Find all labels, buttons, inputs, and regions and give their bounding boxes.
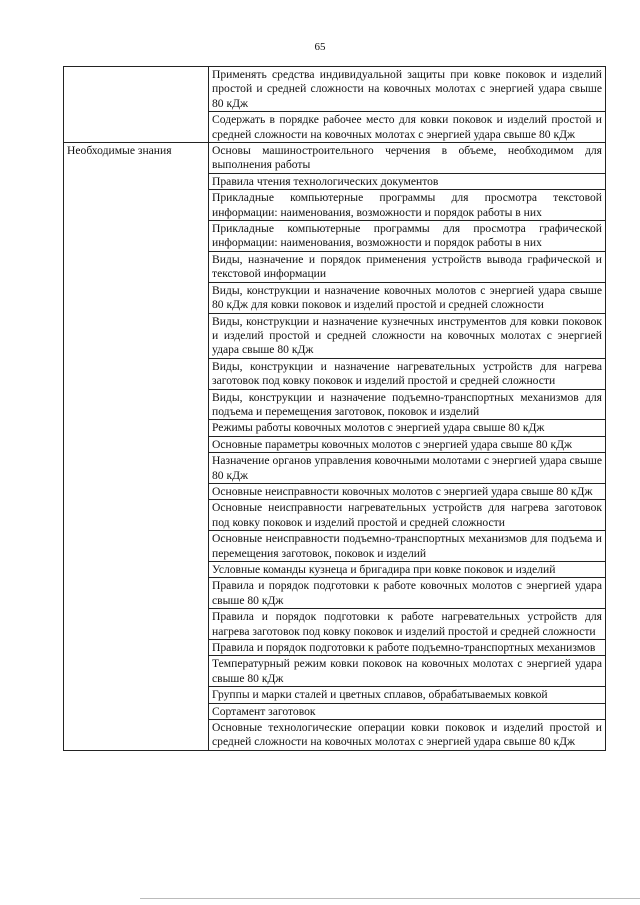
label-cell-empty <box>64 67 209 143</box>
knowledge-cell: Основные неисправности нагревательных устройств для нагрева заготовок под ковку поковок и изделий простой и средней сложности <box>209 500 606 531</box>
knowledge-cell: Виды, конструкции и назначение подъемно-транспортных механизмов для подъема и перемещения заготовок, поковок и изделий <box>209 389 606 420</box>
knowledge-cell: Правила и порядок подготовки к работе подъемно-транспортных механизмов <box>209 640 606 656</box>
knowledge-cell: Основные параметры ковочных молотов с энергией удара свыше 80 кДж <box>209 436 606 452</box>
knowledge-cell: Назначение органов управления ковочными молотами с энергией удара свыше 80 кДж <box>209 453 606 484</box>
knowledge-cell: Сортамент заготовок <box>209 703 606 719</box>
knowledge-cell: Основные неисправности ковочных молотов с энергией удара свыше 80 кДж <box>209 483 606 499</box>
knowledge-cell: Виды, конструкции и назначение ковочных молотов с энергией удара свыше 80 кДж для ковки поковок и изделий простой и средней сложности <box>209 282 606 313</box>
knowledge-cell: Основные технологические операции ковки поковок и изделий простой и средней сложности на ковочных молотах с энергией удара свыше 80 кДж <box>209 720 606 751</box>
knowledge-cell: Основы машиностроительного черчения в объеме, необходимом для выполнения работы <box>209 143 606 174</box>
knowledge-cell: Прикладные компьютерные программы для просмотра текстовой информации: наименования, возможности и порядок работы в них <box>209 190 606 221</box>
knowledge-cell: Основные неисправности подъемно-транспортных механизмов для подъема и перемещения заготовок, поковок и изделий <box>209 531 606 562</box>
knowledge-cell: Температурный режим ковки поковок на ковочных молотах с энергией удара свыше 80 кДж <box>209 656 606 687</box>
knowledge-cell: Правила и порядок подготовки к работе нагревательных устройств для нагрева заготовок под ковку поковок и изделий простой и средней сложности <box>209 609 606 640</box>
knowledge-cell: Виды, конструкции и назначение нагревательных устройств для нагрева заготовок под ковку поковок и изделий простой и средней сложности <box>209 358 606 389</box>
requirements-table-body <box>64 67 606 751</box>
skill-cell: Применять средства индивидуальной защиты при ковке поковок и изделий простой и средней сложности на ковочных молотах с энергией удара свыше 80 кДж <box>209 67 606 112</box>
knowledge-cell: Условные команды кузнеца и бригадира при ковке поковок и изделий <box>209 562 606 578</box>
table-row <box>64 143 606 174</box>
table-row <box>64 67 606 112</box>
page-number: 65 <box>314 41 326 53</box>
knowledge-cell: Виды, конструкции и назначение кузнечных инструментов для ковки поковок и изделий простой и средней сложности на ковочных молотах с энергией удара свыше 80 кДж <box>209 313 606 358</box>
scan-edge-line <box>140 898 640 899</box>
knowledge-cell: Правила и порядок подготовки к работе ковочных молотов с энергией удара свыше 80 кДж <box>209 578 606 609</box>
knowledge-cell: Виды, назначение и порядок применения устройств вывода графической и текстовой информации <box>209 251 606 282</box>
knowledge-cell: Правила чтения технологических документов <box>209 173 606 189</box>
skill-cell: Содержать в порядке рабочее место для ковки поковок и изделий простой и средней сложности на ковочных молотах с энергией удара свыше 80 кДж <box>209 112 606 143</box>
knowledge-cell: Режимы работы ковочных молотов с энергией удара свыше 80 кДж <box>209 420 606 436</box>
requirements-table <box>63 66 606 751</box>
knowledge-cell: Группы и марки сталей и цветных сплавов, обрабатываемых ковкой <box>209 687 606 703</box>
section-label-knowledge: Необходимые знания <box>64 143 209 751</box>
knowledge-cell: Прикладные компьютерные программы для просмотра графической информации: наименования, возможности и порядок работы в них <box>209 221 606 252</box>
